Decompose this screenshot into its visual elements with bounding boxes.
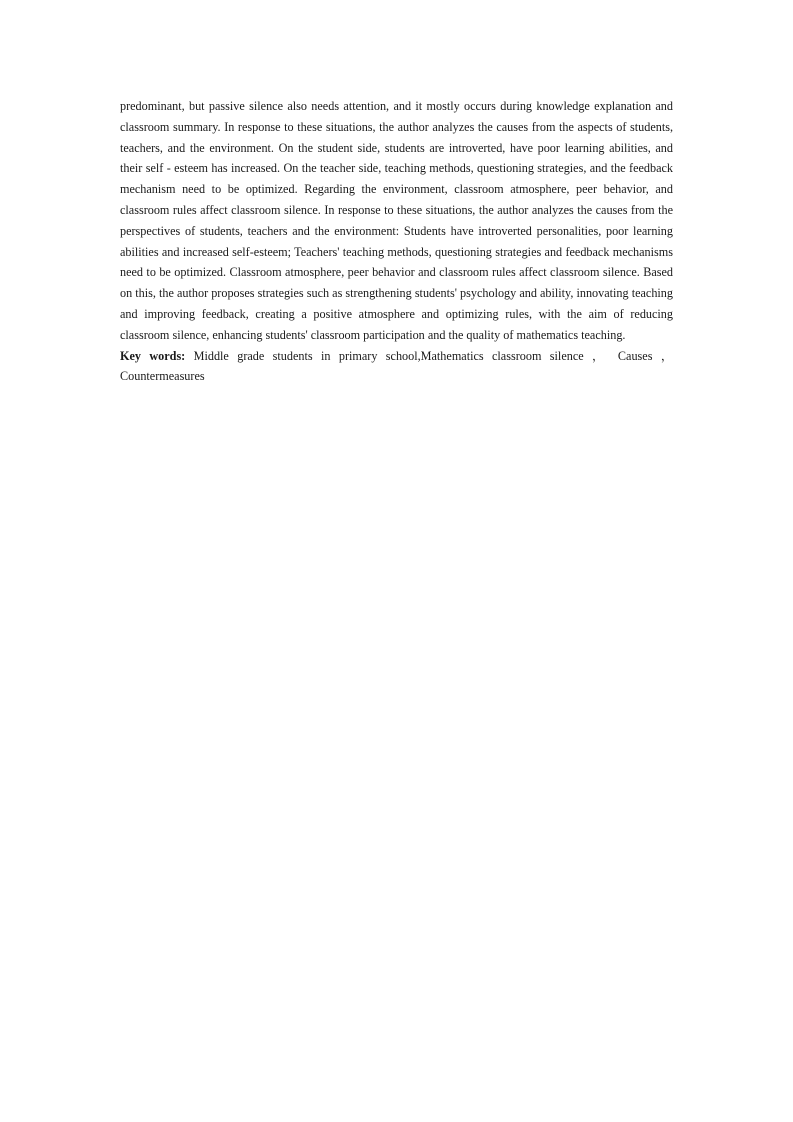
keywords-text: Middle grade students in primary school,Mathematics classroom silence ， Causes ，Countermeasures <box>120 348 674 384</box>
keywords-label: Key words: <box>120 348 186 363</box>
abstract-section <box>120 96 673 387</box>
keywords-line <box>120 346 673 388</box>
abstract-body: predominant, but passive silence also needs attention, and it mostly occurs during knowledge explanation and classroom summary. In response to these situations, the author analyzes the causes from the aspects of students, teachers, and the environment. On the student side, students are introverted, have poor learning abilities, and their self - esteem has increased. On the teacher side, teaching methods, questioning strategies, and the feedback mechanism need to be optimized. Regarding the environment, classroom atmosphere, peer behavior, and classroom rules affect classroom silence. In response to these situations, the author analyzes the causes from the perspectives of students, teachers and the environment: Students have introverted personalities, poor learning abilities and increased self-esteem; Teachers' teaching methods, questioning strategies and feedback mechanisms need to be optimized. Classroom atmosphere, peer behavior and classroom rules affect classroom silence. Based on this, the author proposes strategies such as strengthening students' psychology and ability, innovating teaching and improving feedback, creating a positive atmosphere and optimizing rules, with the aim of reducing classroom silence, enhancing students' classroom participation and the quality of mathematics teaching. <box>120 99 673 342</box>
